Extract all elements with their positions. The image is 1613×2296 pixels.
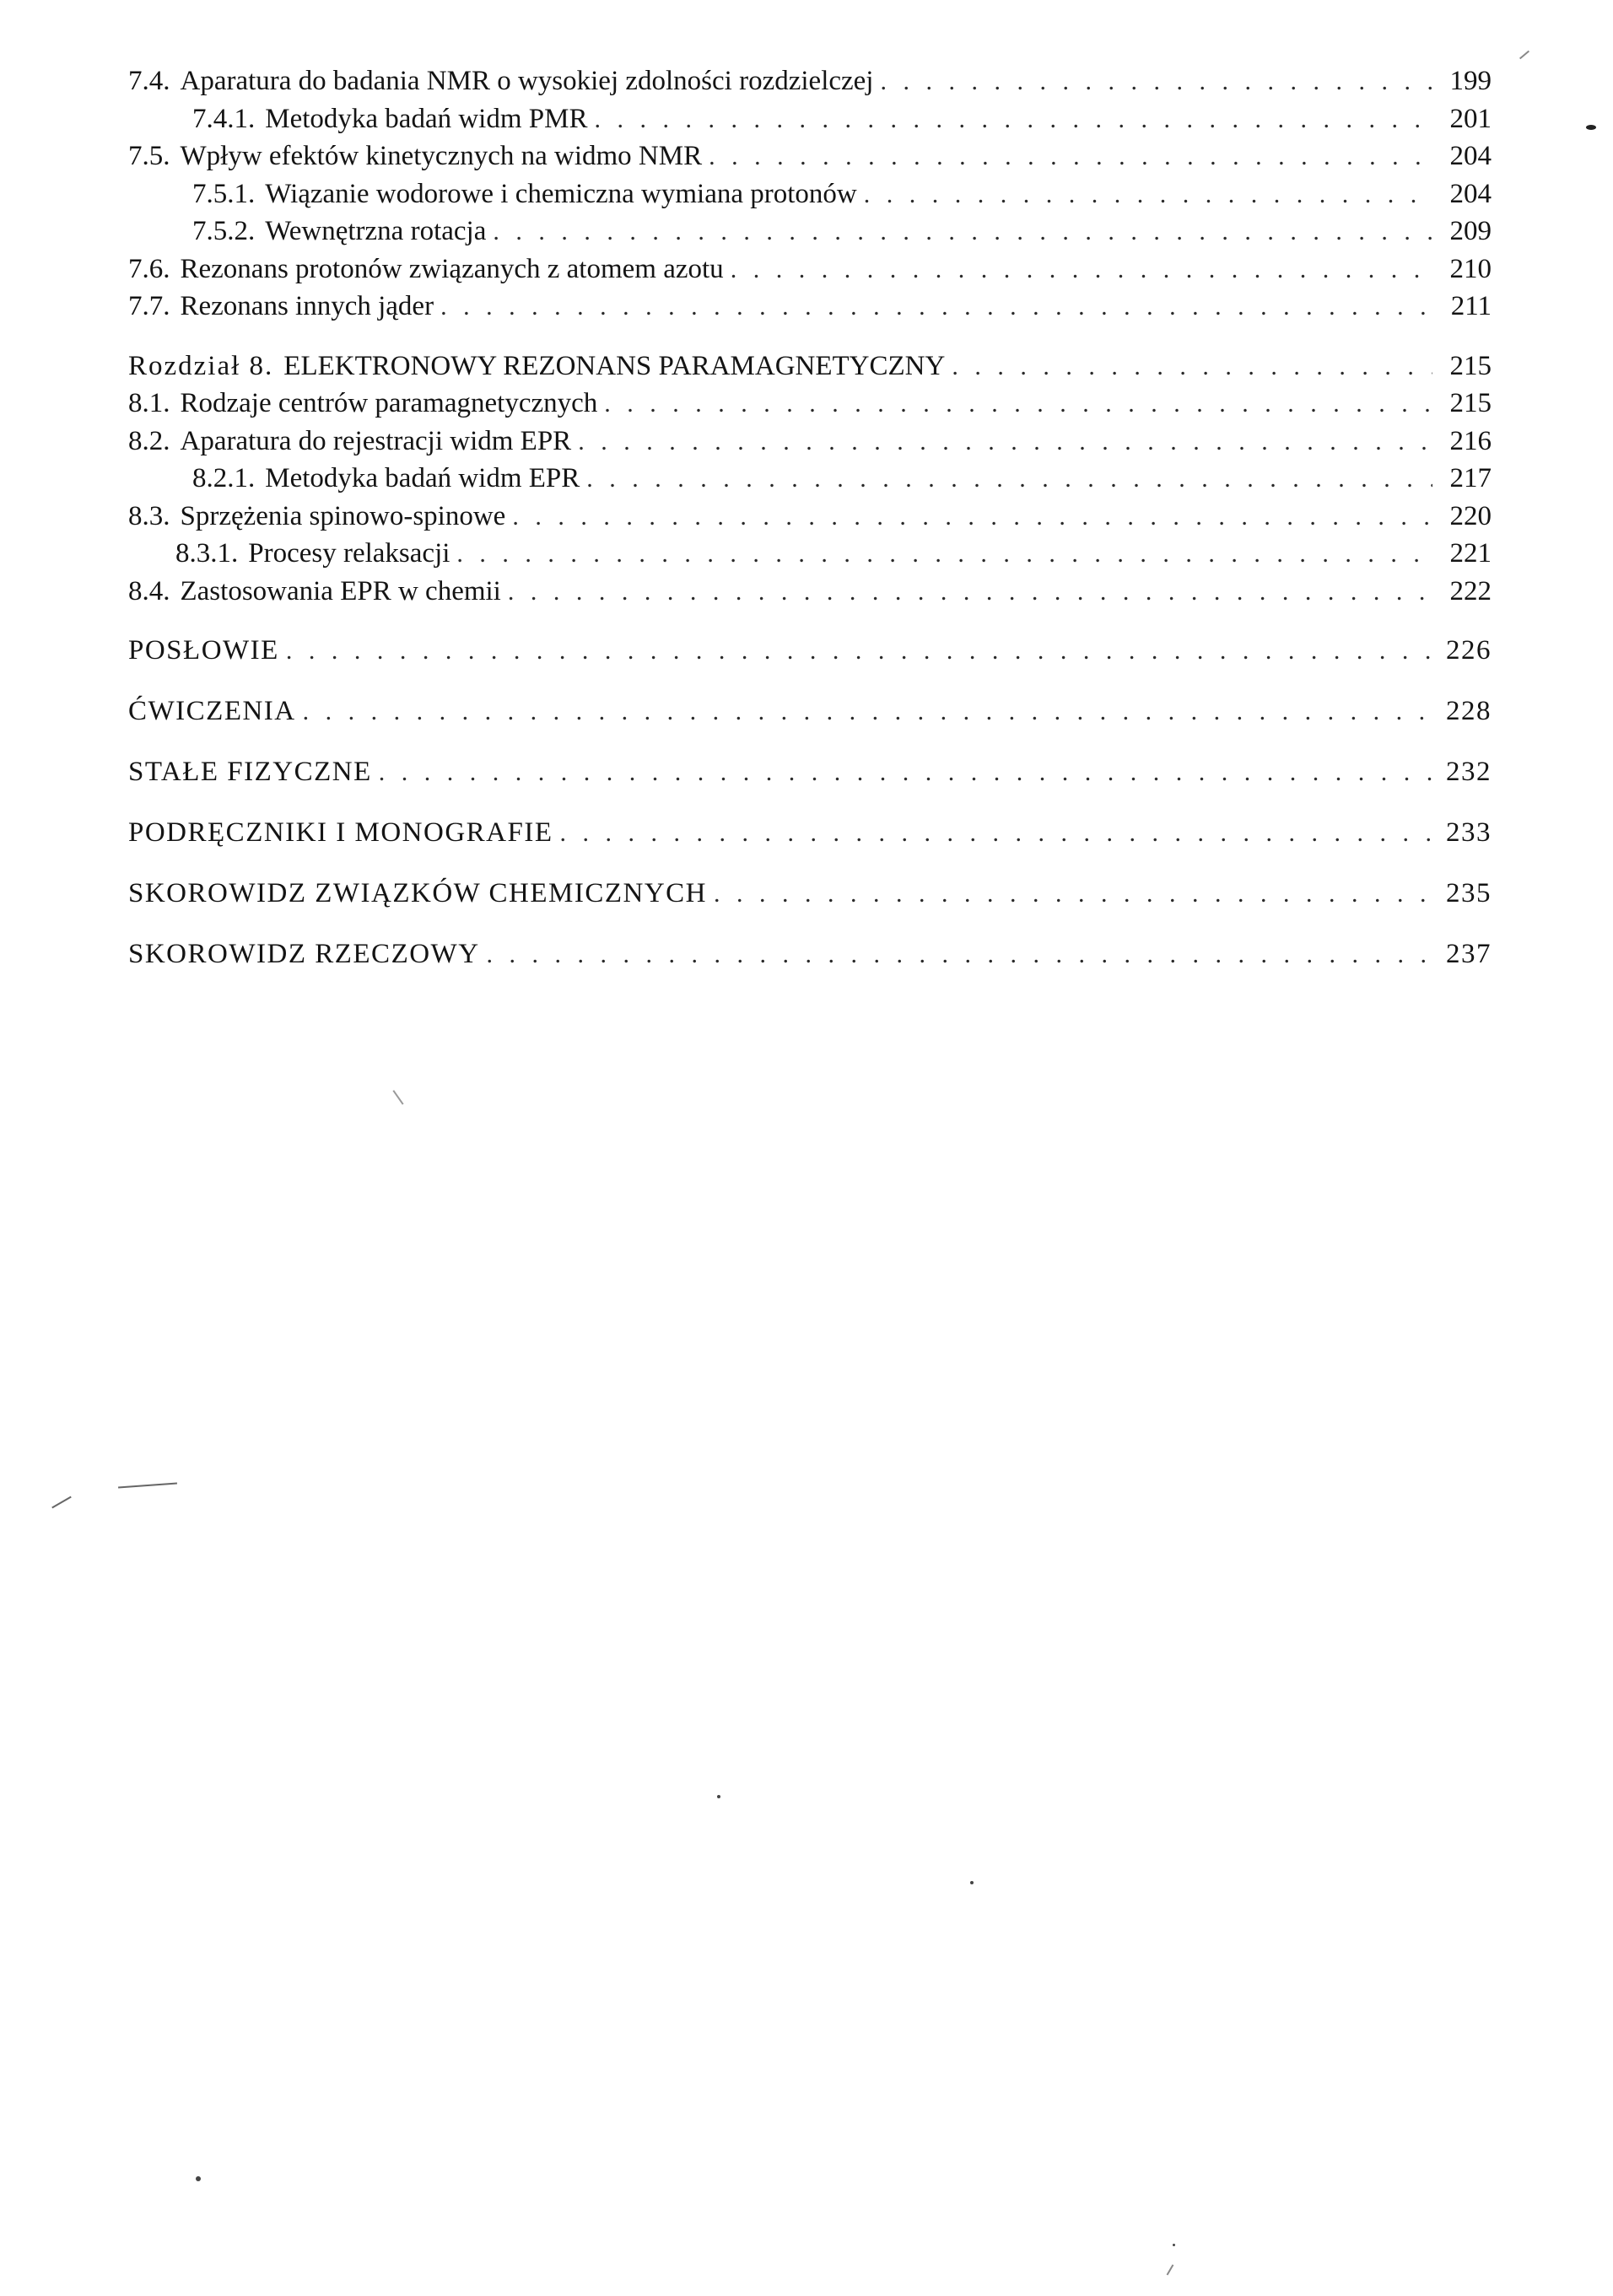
toc-section-title: ĆWICZENIA: [128, 696, 296, 726]
toc-chapter-entry: [128, 348, 1492, 385]
toc-entry-number: 7.7.: [128, 291, 170, 321]
scan-mark: [1167, 2264, 1174, 2275]
toc-entry-page: 201: [1449, 103, 1492, 134]
toc-entry-number: 7.5.: [128, 141, 170, 171]
dot-leader: [286, 633, 1432, 671]
scan-speck: [196, 2176, 201, 2181]
scan-speck: [1586, 125, 1596, 130]
scan-speck: [1173, 2244, 1175, 2246]
toc-section-title: POSŁOWIE: [128, 635, 279, 666]
toc-entry-title: Rodzaje centrów paramagnetycznych: [180, 388, 598, 418]
dot-leader: [493, 213, 1432, 251]
toc-entry-page: 221: [1449, 538, 1492, 569]
toc-entry-page: 235: [1446, 878, 1492, 908]
toc-entry: [128, 137, 1492, 175]
dot-leader: [864, 176, 1432, 214]
toc-entry-page: 211: [1450, 291, 1492, 321]
dot-leader: [714, 876, 1432, 914]
toc-entry-page: 217: [1449, 463, 1492, 493]
dot-leader: [512, 499, 1432, 536]
dot-leader: [952, 348, 1432, 386]
toc-entry-title: Rezonans innych jąder: [180, 291, 434, 321]
toc-chapter-title: ELEKTRONOWY REZONANS PARAMAGNETYCZNY: [283, 350, 946, 381]
toc-entry-number: 7.4.1.: [192, 103, 256, 134]
toc-entry: [128, 62, 1492, 100]
dot-leader: [880, 63, 1432, 101]
toc-entry-title: Rezonans protonów związanych z atomem azotu: [180, 253, 724, 284]
toc-section-entry: [128, 693, 1492, 731]
toc-entry-page: 237: [1446, 939, 1492, 969]
toc-entry: [128, 385, 1492, 423]
dot-leader: [604, 385, 1432, 423]
toc-section-entry: [128, 753, 1492, 792]
table-of-contents: [128, 62, 1492, 974]
toc-entry-number: 8.4.: [128, 575, 170, 606]
toc-chapter-number: Rozdział 8.: [128, 350, 274, 381]
dot-leader: [303, 693, 1432, 731]
scan-mark: [118, 1483, 177, 1489]
toc-entry-page: 216: [1449, 425, 1492, 456]
toc-entry-page: 232: [1446, 757, 1492, 787]
dot-leader: [578, 423, 1432, 461]
toc-entry-page: 226: [1446, 635, 1492, 666]
dot-leader: [508, 574, 1432, 612]
toc-section-title: STAŁE FIZYCZNE: [128, 757, 372, 787]
dot-leader: [487, 936, 1432, 974]
toc-section-entry: [128, 935, 1492, 974]
dot-leader: [594, 101, 1432, 139]
toc-entry-number: 8.3.1.: [175, 538, 239, 569]
toc-entry-page: 204: [1449, 141, 1492, 171]
scan-mark: [51, 1496, 72, 1509]
toc-entry-number: 8.1.: [128, 388, 170, 418]
toc-section-title: PODRĘCZNIKI I MONOGRAFIE: [128, 817, 553, 848]
toc-entry: [128, 460, 1492, 498]
toc-entry-title: Aparatura do rejestracji widm EPR: [180, 425, 572, 456]
toc-entry-title: Metodyka badań widm PMR: [265, 103, 588, 134]
toc-entry-title: Procesy relaksacji: [248, 538, 450, 569]
toc-entry-title: Sprzężenia spinowo-spinowe: [180, 500, 506, 531]
toc-entry: [128, 175, 1492, 213]
dot-leader: [560, 815, 1433, 853]
toc-section-title: SKOROWIDZ ZWIĄZKÓW CHEMICZNYCH: [128, 878, 707, 908]
toc-entry: [128, 213, 1492, 251]
toc-section-title: SKOROWIDZ RZECZOWY: [128, 939, 480, 969]
toc-entry-number: 7.5.1.: [192, 178, 256, 209]
toc-entry-number: 7.6.: [128, 253, 170, 284]
toc-entry-title: Wpływ efektów kinetycznych na widmo NMR: [180, 141, 703, 171]
toc-entry-number: 7.4.: [128, 66, 170, 96]
toc-entry: [128, 288, 1492, 326]
toc-entry-page: 209: [1449, 216, 1492, 246]
toc-section-entry: [128, 632, 1492, 671]
toc-entry-number: 8.2.: [128, 425, 170, 456]
toc-entry-page: 210: [1449, 253, 1492, 284]
toc-section-entry: [128, 875, 1492, 914]
toc-entry: [128, 251, 1492, 288]
toc-entry: [128, 573, 1492, 611]
scan-speck: [970, 1881, 974, 1884]
toc-entry-page: 199: [1449, 66, 1492, 96]
toc-entry-page: 228: [1446, 696, 1492, 726]
toc-entry-page: 204: [1449, 178, 1492, 209]
dot-leader: [709, 138, 1432, 176]
dot-leader: [456, 536, 1432, 574]
toc-entry-page: 215: [1449, 350, 1492, 381]
dot-leader: [731, 251, 1432, 289]
toc-entry-title: Aparatura do badania NMR o wysokiej zdolności rozdzielczej: [180, 66, 874, 96]
toc-entry: [128, 535, 1492, 573]
toc-entry-number: 8.2.1.: [192, 463, 256, 493]
scan-mark: [392, 1090, 403, 1105]
dot-leader: [379, 754, 1432, 792]
toc-entry: [128, 498, 1492, 536]
toc-entry-page: 215: [1449, 388, 1492, 418]
scan-mark: [1519, 51, 1529, 60]
dot-leader: [440, 288, 1432, 326]
toc-entry: [128, 100, 1492, 138]
toc-entry-page: 233: [1446, 817, 1492, 848]
toc-entry-title: Wewnętrzna rotacja: [265, 216, 487, 246]
dot-leader: [586, 461, 1432, 499]
toc-entry: [128, 423, 1492, 461]
toc-entry-page: 220: [1449, 500, 1492, 531]
toc-entry-page: 222: [1449, 575, 1492, 606]
scan-speck: [717, 1795, 720, 1798]
toc-section-entry: [128, 814, 1492, 853]
toc-entry-number: 8.3.: [128, 500, 170, 531]
toc-entry-title: Metodyka badań widm EPR: [265, 463, 580, 493]
toc-entry-number: 7.5.2.: [192, 216, 256, 246]
toc-entry-title: Zastosowania EPR w chemii: [180, 575, 501, 606]
toc-entry-title: Wiązanie wodorowe i chemiczna wymiana protonów: [265, 178, 857, 209]
